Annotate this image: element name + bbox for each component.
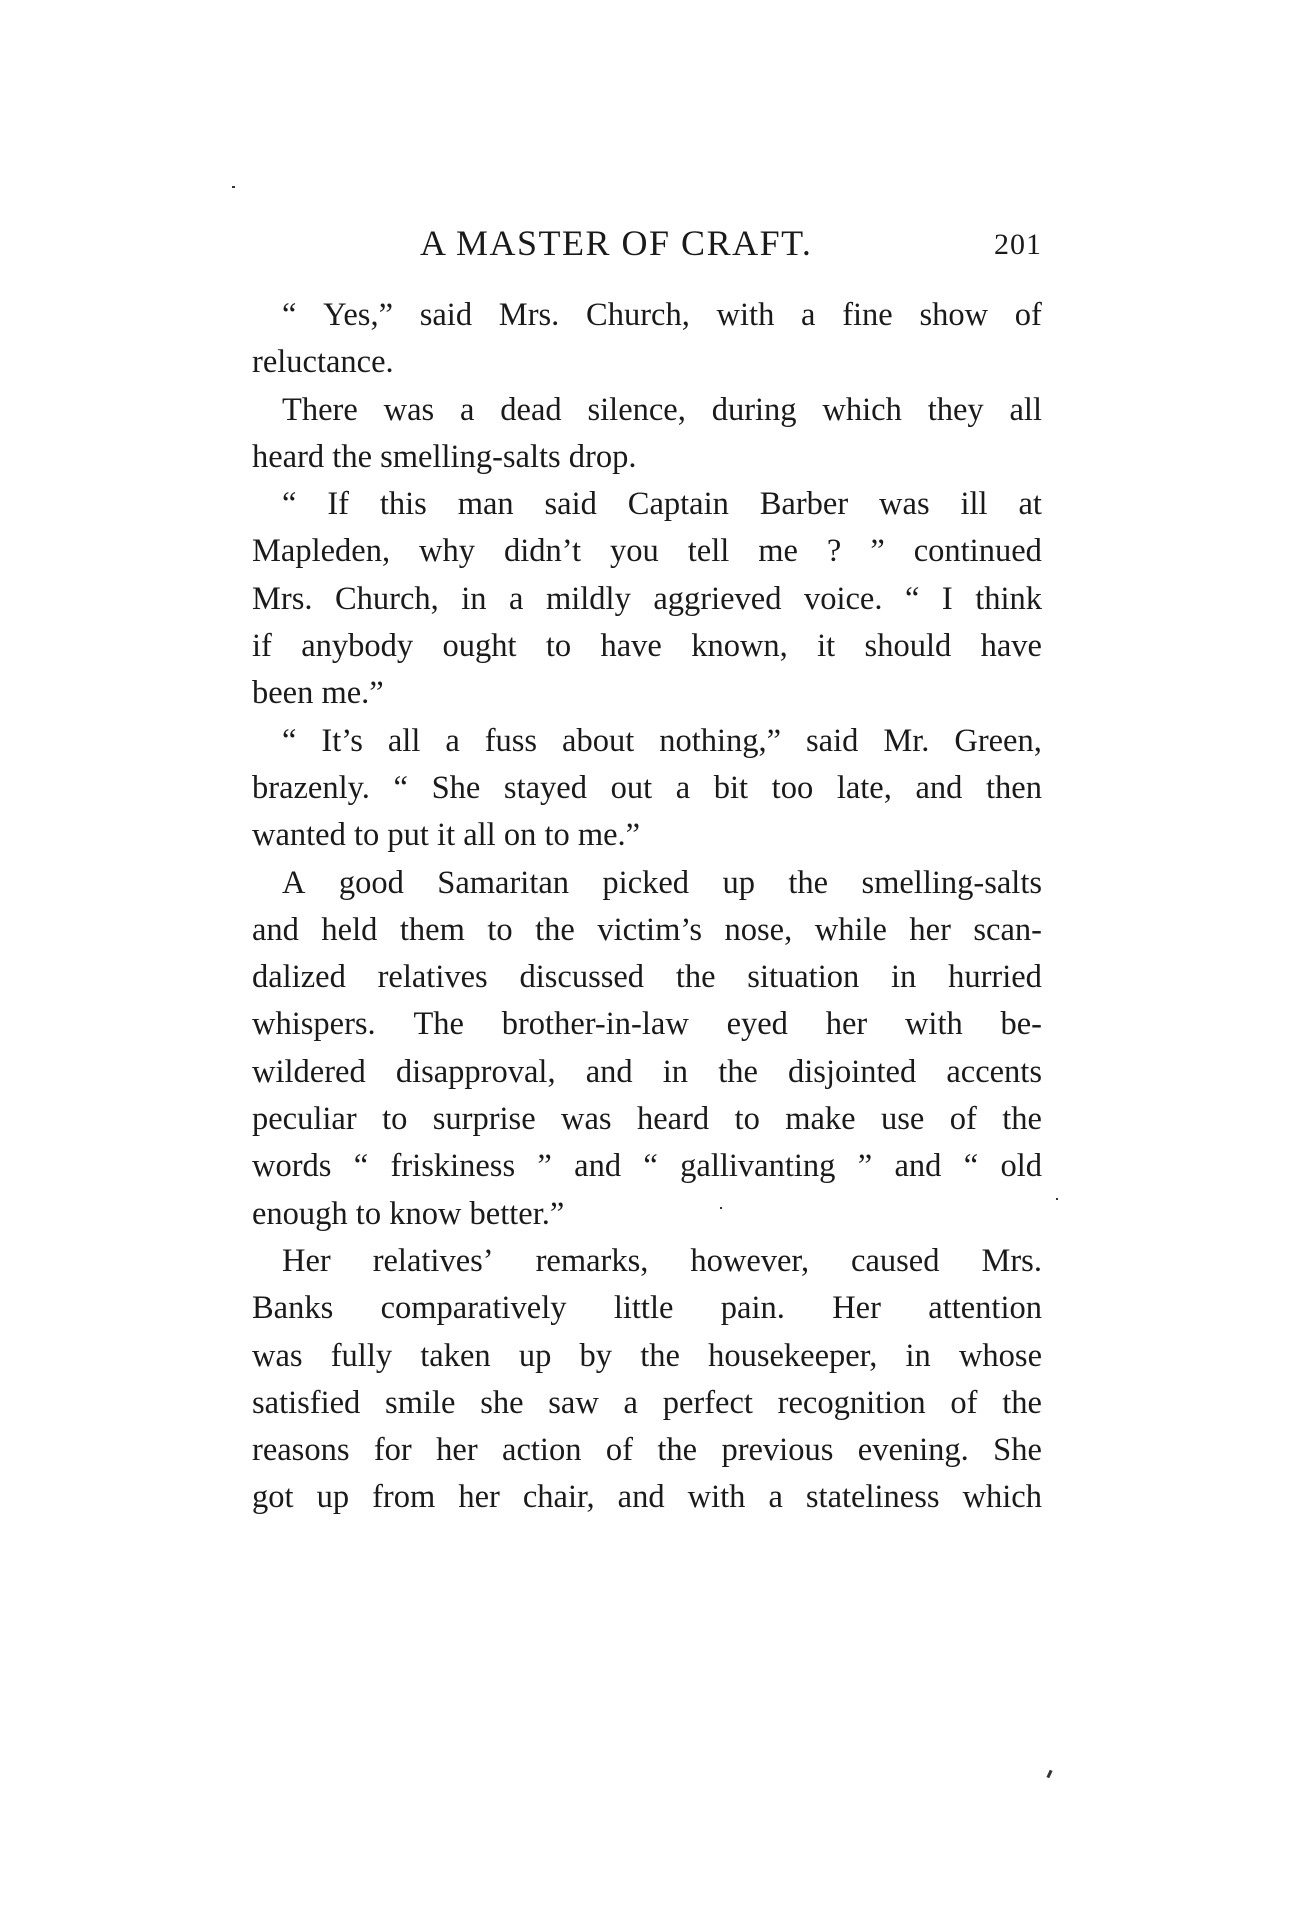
text-line: brazenly. “ She stayed out a bit too late, and then — [252, 769, 1042, 806]
running-title: A MASTER OF CRAFT. — [420, 223, 813, 263]
paragraph — [252, 860, 1042, 1238]
text-line: and held them to the victim’s nose, while her scan- — [252, 911, 1042, 948]
text-line: heard the smelling-salts drop. — [252, 438, 637, 475]
body-text — [252, 292, 1042, 1522]
paragraph — [252, 1238, 1042, 1522]
text-line: if anybody ought to have known, it should have — [252, 628, 1042, 665]
print-speck — [1046, 1770, 1052, 1779]
print-speck — [720, 1207, 722, 1209]
text-line: reluctance. — [252, 344, 394, 381]
text-line: dalized relatives discussed the situation in hurried — [252, 959, 1042, 996]
text-line: enough to know better.” — [252, 1195, 565, 1232]
text-line: “ If this man said Captain Barber was ill at — [282, 486, 1042, 523]
text-line: reasons for her action of the previous evening. She — [252, 1432, 1042, 1469]
page-header — [252, 222, 1042, 272]
text-line: whispers. The brother-in-law eyed her with be- — [252, 1006, 1042, 1043]
text-line: been me.” — [252, 675, 384, 712]
paragraph — [252, 481, 1042, 717]
text-line: Banks comparatively little pain. Her attention — [252, 1290, 1042, 1327]
text-line: got up from her chair, and with a stateliness which — [252, 1479, 1042, 1516]
text-line: wildered disapproval, and in the disjointed accents — [252, 1053, 1042, 1090]
page-number: 201 — [994, 228, 1042, 261]
print-speck — [232, 186, 235, 188]
text-line: wanted to put it all on to me.” — [252, 817, 641, 854]
text-line: “ It’s all a fuss about nothing,” said Mr. Green, — [282, 722, 1042, 759]
text-line: peculiar to surprise was heard to make use of the — [252, 1101, 1042, 1138]
text-line: Her relatives’ remarks, however, caused Mrs. — [282, 1242, 1042, 1279]
text-line: satisfied smile she saw a perfect recognition of the — [252, 1384, 1042, 1421]
text-line: “ Yes,” said Mrs. Church, with a fine show of — [282, 297, 1042, 333]
paragraph — [252, 718, 1042, 860]
text-line: words “ friskiness ” and “ gallivanting ” and “ old — [252, 1148, 1042, 1185]
text-line: There was a dead silence, during which they all — [282, 391, 1042, 428]
paragraph — [252, 292, 1042, 387]
print-speck — [1056, 1198, 1058, 1200]
text-line: Mapleden, why didn’t you tell me ? ” continued — [252, 533, 1042, 570]
paragraph — [252, 387, 1042, 482]
text-line: was fully taken up by the housekeeper, in whose — [252, 1337, 1042, 1374]
text-line: Mrs. Church, in a mildly aggrieved voice. “ I think — [252, 580, 1042, 617]
text-line: A good Samaritan picked up the smelling-salts — [282, 864, 1042, 901]
